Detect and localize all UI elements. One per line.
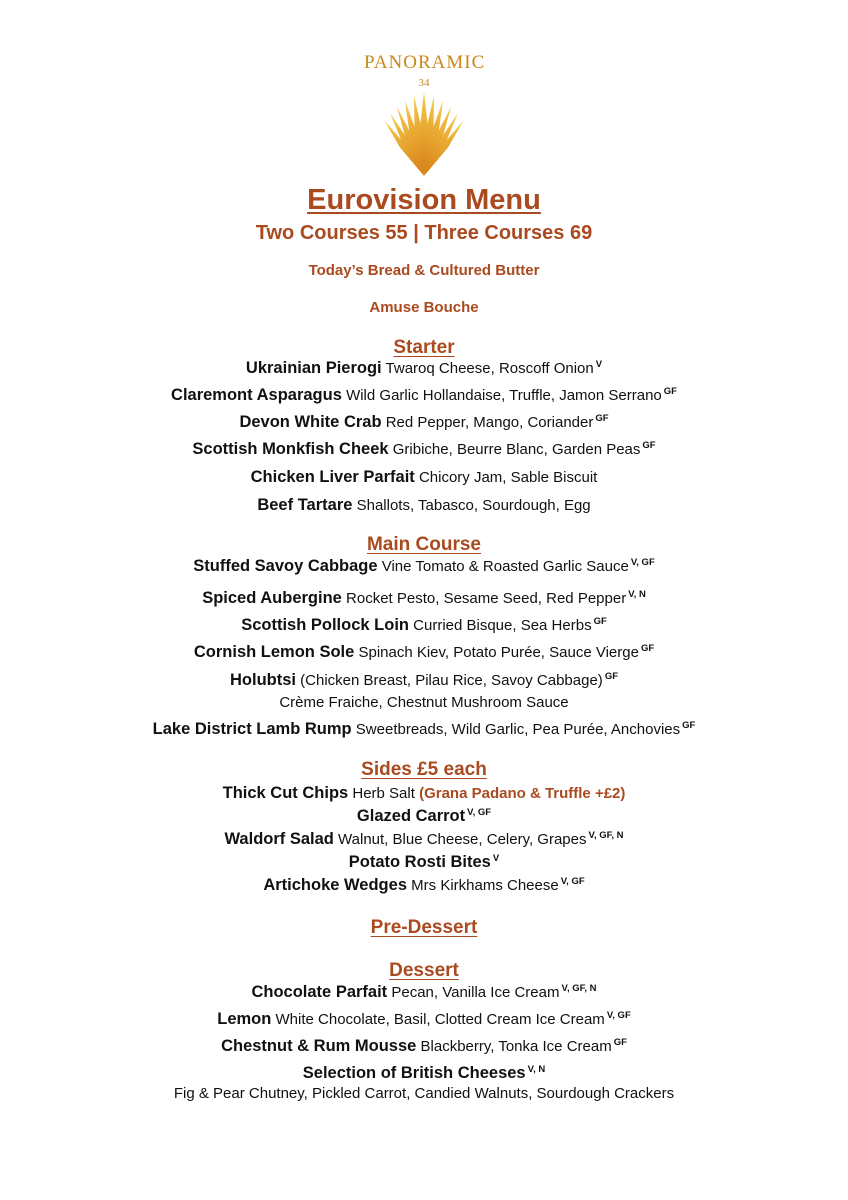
dish-name: Selection of British Cheeses bbox=[302, 1064, 526, 1082]
menu-item bbox=[0, 876, 848, 895]
menu-item bbox=[0, 1037, 848, 1056]
menu-item bbox=[0, 413, 848, 432]
logo-number: 34 bbox=[418, 77, 430, 89]
dietary-tags: GF bbox=[593, 616, 607, 627]
dietary-tags: V, GF, N bbox=[561, 983, 597, 994]
menu-item-line2: Crème Fraiche, Chestnut Mushroom Sauce bbox=[279, 694, 569, 711]
dish-desc: Red Pepper, Mango, Coriander bbox=[385, 414, 594, 431]
menu-item bbox=[0, 468, 848, 487]
dish-name: Thick Cut Chips bbox=[222, 784, 349, 802]
dish-desc: Shallots, Tabasco, Sourdough, Egg bbox=[356, 497, 591, 514]
menu-item-line2: Fig & Pear Chutney, Pickled Carrot, Candied Walnuts, Sourdough Crackers bbox=[173, 1085, 675, 1102]
panoramic-logo bbox=[364, 40, 484, 180]
dietary-tags: V, GF bbox=[467, 807, 492, 818]
amuse-bouche: Amuse Bouche bbox=[369, 299, 479, 316]
dish-desc: Twaroq Cheese, Roscoff Onion bbox=[385, 360, 594, 377]
dish-desc: (Chicken Breast, Pilau Rice, Savoy Cabbage) bbox=[300, 672, 603, 689]
dish-name: Artichoke Wedges bbox=[263, 876, 407, 894]
dietary-tags: V, N bbox=[527, 1064, 546, 1075]
menu-item bbox=[0, 830, 848, 849]
menu-prices: Two Courses 55 | Three Courses 69 bbox=[255, 222, 593, 244]
dietary-tags: GF bbox=[640, 643, 655, 654]
dietary-tags: V, GF bbox=[630, 557, 655, 568]
dietary-tags: V bbox=[492, 853, 500, 864]
dish-name: Cornish Lemon Sole bbox=[193, 643, 355, 661]
dish-name: Lemon bbox=[217, 1010, 272, 1028]
dish-name: Waldorf Salad bbox=[224, 830, 334, 848]
dish-desc: Vine Tomato & Roasted Garlic Sauce bbox=[381, 558, 629, 575]
dish-name: Spiced Aubergine bbox=[202, 589, 342, 607]
dish-name: Ukrainian Pierogi bbox=[245, 359, 382, 377]
dish-extra: (Grana Padano & Truffle +£2) bbox=[419, 785, 626, 802]
menu-item bbox=[0, 440, 848, 459]
menu-item bbox=[0, 1010, 848, 1029]
dietary-tags: GF bbox=[613, 1037, 627, 1048]
dish-name: Stuffed Savoy Cabbage bbox=[193, 557, 378, 575]
menu-item bbox=[0, 359, 848, 378]
dietary-tags: GF bbox=[642, 440, 656, 451]
menu-item bbox=[0, 807, 848, 826]
dish-desc: White Chocolate, Basil, Clotted Cream Ice Cream bbox=[275, 1011, 605, 1028]
dish-desc: Wild Garlic Hollandaise, Truffle, Jamon Serrano bbox=[346, 387, 662, 404]
menu-item bbox=[0, 983, 848, 1002]
dish-name: Chicken Liver Parfait bbox=[250, 468, 415, 486]
dish-name: Chocolate Parfait bbox=[251, 983, 388, 1001]
dietary-tags: V, GF bbox=[560, 876, 585, 887]
dietary-tags: GF bbox=[663, 386, 677, 397]
sunburst-icon bbox=[364, 40, 484, 180]
dish-desc: Gribiche, Beurre Blanc, Garden Peas bbox=[392, 441, 641, 458]
dish-desc: Chicory Jam, Sable Biscuit bbox=[418, 469, 598, 486]
bread-line: Today’s Bread & Cultured Butter bbox=[308, 262, 540, 279]
menu-item bbox=[0, 557, 848, 576]
dish-desc: Pecan, Vanilla Ice Cream bbox=[391, 984, 560, 1001]
menu-item bbox=[0, 671, 848, 690]
dish-desc: Blackberry, Tonka Ice Cream bbox=[420, 1038, 612, 1055]
section-main-heading: Main Course bbox=[366, 534, 482, 555]
menu-item bbox=[0, 784, 848, 803]
dietary-tags: V, GF, N bbox=[588, 830, 624, 841]
dish-name: Lake District Lamb Rump bbox=[152, 720, 352, 738]
dish-desc: Mrs Kirkhams Cheese bbox=[411, 877, 559, 894]
dish-name: Glazed Carrot bbox=[356, 807, 466, 825]
section-dessert-heading: Dessert bbox=[389, 960, 459, 981]
dish-name: Holubtsi bbox=[229, 671, 296, 689]
dietary-tags: GF bbox=[682, 720, 696, 731]
dish-desc: Rocket Pesto, Sesame Seed, Red Pepper bbox=[346, 590, 627, 607]
dietary-tags: V, N bbox=[628, 589, 646, 600]
dish-name: Claremont Asparagus bbox=[171, 386, 342, 404]
dish-desc: Herb Salt bbox=[352, 785, 415, 802]
dietary-tags: GF bbox=[604, 671, 619, 682]
menu-item bbox=[0, 386, 848, 405]
menu-item bbox=[0, 643, 848, 662]
menu-item bbox=[0, 589, 848, 608]
menu-item bbox=[0, 1064, 848, 1083]
dish-name: Chestnut & Rum Mousse bbox=[221, 1037, 417, 1055]
menu-item bbox=[0, 853, 848, 872]
logo-name: PANORAMIC bbox=[364, 52, 486, 73]
dish-name: Scottish Monkfish Cheek bbox=[192, 440, 389, 458]
menu-item bbox=[0, 616, 848, 635]
menu-item bbox=[0, 720, 848, 739]
section-starter-heading: Starter bbox=[393, 337, 455, 358]
dietary-tags: GF bbox=[595, 413, 609, 424]
dish-name: Potato Rosti Bites bbox=[348, 853, 491, 871]
menu-item bbox=[0, 496, 848, 515]
dietary-tags: V bbox=[595, 359, 603, 370]
section-pre-dessert-heading: Pre-Dessert bbox=[370, 917, 478, 938]
dish-name: Scottish Pollock Loin bbox=[241, 616, 409, 634]
dietary-tags: V, GF bbox=[606, 1010, 631, 1021]
dish-name: Devon White Crab bbox=[239, 413, 382, 431]
dish-desc: Spinach Kiev, Potato Purée, Sauce Vierge bbox=[358, 644, 639, 661]
dish-name: Beef Tartare bbox=[257, 496, 353, 514]
section-sides-heading: Sides £5 each bbox=[361, 759, 487, 780]
dish-desc: Curried Bisque, Sea Herbs bbox=[413, 617, 592, 634]
dish-desc: Sweetbreads, Wild Garlic, Pea Purée, Anchovies bbox=[355, 721, 681, 738]
dish-desc: Walnut, Blue Cheese, Celery, Grapes bbox=[338, 831, 587, 848]
menu-title: Eurovision Menu bbox=[307, 184, 541, 216]
